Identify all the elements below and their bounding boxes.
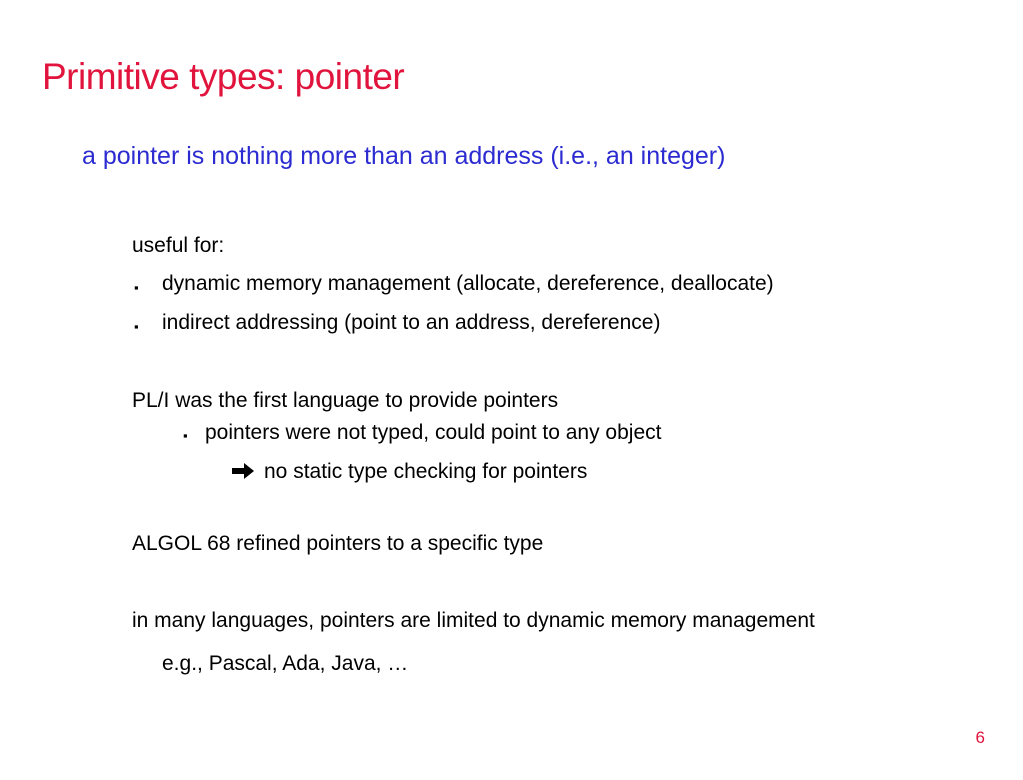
square-bullet-icon: ▪ [134, 280, 139, 295]
page-number: 6 [975, 728, 985, 747]
slide-title: Primitive types: pointer [42, 56, 405, 97]
slide-subtitle: a pointer is nothing more than an address (i.e., an integer) [82, 142, 726, 170]
square-bullet-icon: ▪ [134, 319, 139, 334]
many-languages-example: e.g., Pascal, Ada, Java, … [162, 652, 409, 675]
useful-for-item-2: indirect addressing (point to an address, dereference) [162, 311, 661, 334]
pli-text: PL/I was the first language to provide pointers [132, 389, 559, 412]
square-bullet-icon: ▪ [183, 428, 188, 443]
pli-consequence: no static type checking for pointers [264, 460, 588, 483]
useful-for-label: useful for: [132, 234, 225, 257]
pli-bullet: pointers were not typed, could point to any object [205, 421, 662, 444]
useful-for-item-1: dynamic memory management (allocate, dereference, deallocate) [162, 272, 774, 295]
many-languages-text: in many languages, pointers are limited to dynamic memory management [132, 609, 815, 632]
algol-text: ALGOL 68 refined pointers to a specific type [132, 532, 544, 555]
right-arrow-icon [231, 461, 255, 485]
